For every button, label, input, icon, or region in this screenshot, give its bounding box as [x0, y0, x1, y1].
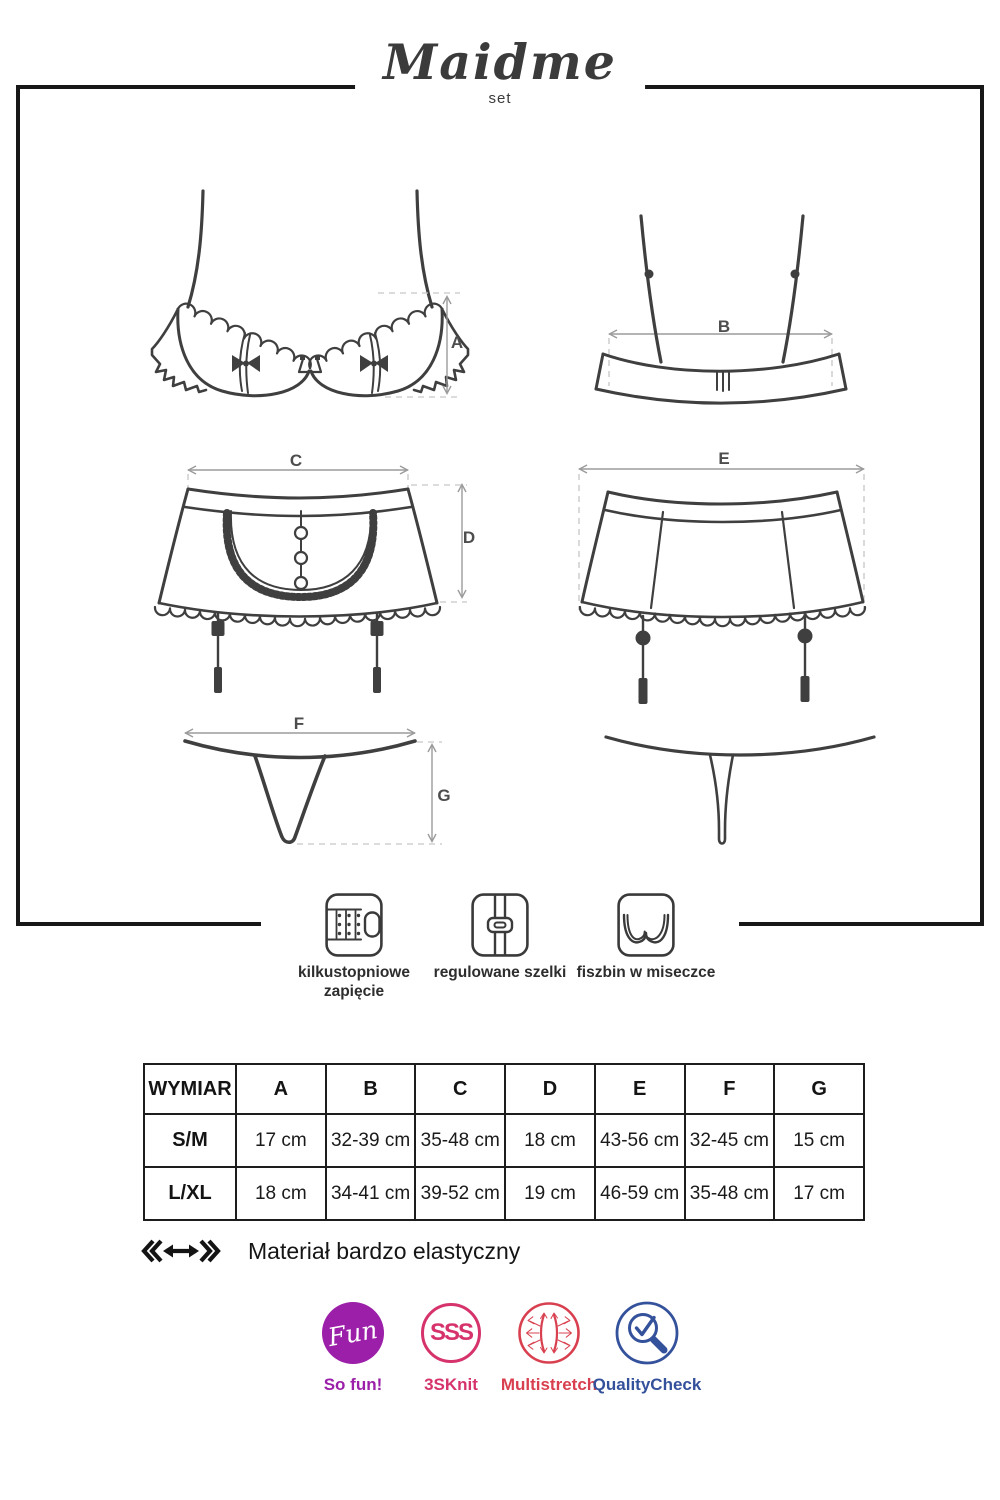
- thong-back-diagram: [600, 715, 880, 855]
- feature-label: regulowane szelki: [433, 964, 567, 981]
- dimension-label-a: A: [450, 333, 464, 352]
- table-row-sm: [144, 1114, 864, 1167]
- table-row-lxl: [144, 1167, 864, 1220]
- brand-logo: Maidme: [383, 33, 617, 91]
- table-cell: 43-56 cm: [595, 1114, 685, 1167]
- table-header-wymiar: WYMIAR: [144, 1064, 236, 1114]
- fun-icon: [322, 1302, 384, 1364]
- table-cell: 46-59 cm: [595, 1167, 685, 1220]
- table-cell: 32-39 cm: [326, 1114, 416, 1167]
- garter-skirt-front-diagram: [145, 455, 475, 705]
- badge-multistretch: [500, 1300, 598, 1395]
- hook-closure-icon: [325, 893, 383, 957]
- brand-subtitle: set: [488, 89, 512, 107]
- adjustable-straps-icon: [471, 893, 529, 957]
- material-note: Materiał bardzo elastyczny: [248, 1237, 521, 1264]
- badges-row: [304, 1300, 702, 1395]
- table-header-e: E: [595, 1064, 685, 1114]
- table-header-c: C: [415, 1064, 505, 1114]
- bra-back-diagram: [590, 210, 870, 395]
- table-cell: 18 cm: [505, 1114, 595, 1167]
- dimension-label-g: G: [437, 786, 451, 805]
- table-cell: 17 cm: [236, 1114, 326, 1167]
- dimension-label-d: D: [462, 528, 476, 547]
- table-header-f: F: [685, 1064, 775, 1114]
- table-header-a: A: [236, 1064, 326, 1114]
- thong-front-diagram: [175, 715, 475, 860]
- feature-underwire: [575, 893, 717, 1002]
- size-label: S/M: [144, 1114, 236, 1167]
- table-header-row: [144, 1064, 864, 1114]
- table-header-b: B: [326, 1064, 416, 1114]
- table-header-d: D: [505, 1064, 595, 1114]
- size-label: L/XL: [144, 1167, 236, 1220]
- feature-label: kilkustopniowe zapięcie: [298, 964, 410, 1000]
- bra-front-diagram: [150, 185, 470, 420]
- table-cell: 15 cm: [774, 1114, 864, 1167]
- 3sknit-icon-text: SSS: [429, 1319, 473, 1346]
- dimension-label-f: F: [293, 714, 305, 733]
- dimension-label-b: B: [717, 317, 731, 336]
- table-cell: 18 cm: [236, 1167, 326, 1220]
- table-cell: 35-48 cm: [415, 1114, 505, 1167]
- size-table: [143, 1063, 865, 1221]
- underwire-cup-icon: [617, 893, 675, 957]
- garter-skirt-back-diagram: [575, 450, 875, 705]
- badge-label: QualityCheck: [592, 1375, 702, 1394]
- feature-hook-closure: [283, 893, 425, 1002]
- badge-label: So fun!: [323, 1375, 383, 1394]
- material-note-row: [140, 1234, 520, 1268]
- badge-so-fun: [304, 1300, 402, 1395]
- badge-label: Multistretch: [500, 1375, 598, 1394]
- table-header-g: G: [774, 1064, 864, 1114]
- feature-adjustable-straps: [429, 893, 571, 1002]
- feature-label: fiszbin w miseczce: [576, 964, 716, 981]
- table-cell: 39-52 cm: [415, 1167, 505, 1220]
- table-cell: 32-45 cm: [685, 1114, 775, 1167]
- table-cell: 34-41 cm: [326, 1167, 416, 1220]
- dimension-label-e: E: [718, 449, 730, 468]
- brand-logo-block: [355, 33, 645, 107]
- qualitycheck-icon: [613, 1299, 681, 1367]
- fun-icon-text: Fun: [326, 1314, 380, 1352]
- table-cell: 19 cm: [505, 1167, 595, 1220]
- 3sknit-icon: [421, 1303, 481, 1363]
- dimension-label-c: C: [289, 451, 303, 470]
- badge-qualitycheck: [592, 1300, 702, 1395]
- feature-icons-row: [261, 893, 739, 1002]
- multistretch-icon: [516, 1300, 582, 1366]
- table-cell: 17 cm: [774, 1167, 864, 1220]
- badge-label: 3SKnit: [424, 1375, 478, 1394]
- stretch-arrow-icon: [140, 1234, 222, 1268]
- table-cell: 35-48 cm: [685, 1167, 775, 1220]
- badge-3sknit: [402, 1300, 500, 1395]
